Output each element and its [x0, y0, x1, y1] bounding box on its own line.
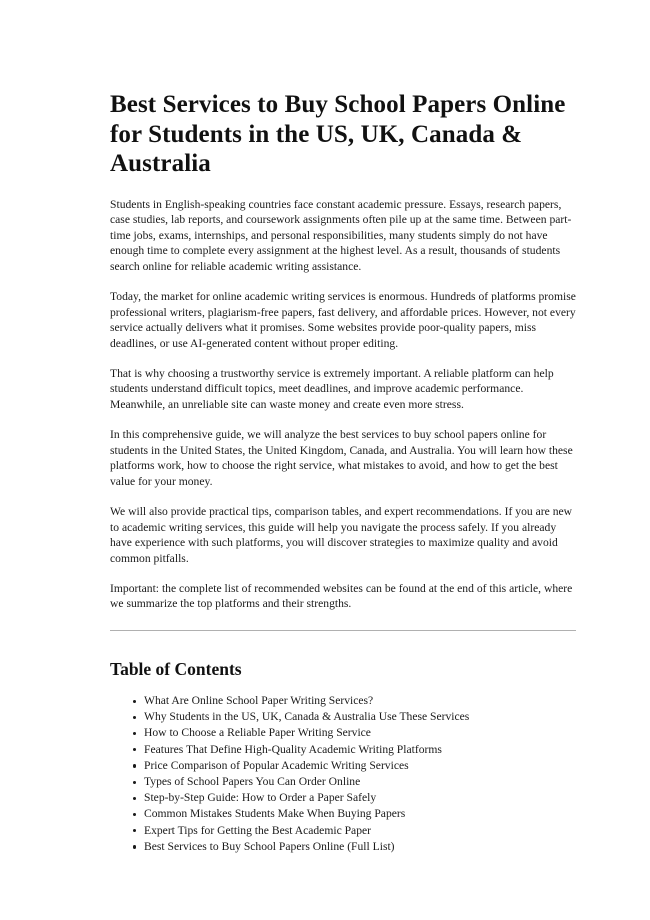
bullet-icon: [133, 829, 136, 832]
section-divider: [110, 630, 576, 631]
intro-paragraph-2: Today, the market for online academic writing services is enormous. Hundreds of platforms promise professional writers, plagiarism-free papers, fast delivery, and affordable prices. However, not every service actually delivers what it promises. Some websites provide poor-quality papers, miss deadlines, or use AI-generated content without proper editing.: [110, 289, 576, 350]
list-item[interactable]: [133, 693, 576, 709]
bullet-icon: [133, 700, 136, 703]
toc-item-label: Why Students in the US, UK, Canada & Australia Use These Services: [144, 710, 470, 724]
bullet-icon: [133, 716, 136, 719]
bullet-icon: [133, 813, 136, 816]
toc-item-label: Features That Define High-Quality Academic Writing Platforms: [144, 742, 442, 756]
list-item[interactable]: [133, 839, 576, 855]
toc-item-label: Step-by-Step Guide: How to Order a Paper Safely: [144, 791, 377, 805]
list-item[interactable]: [133, 823, 576, 839]
intro-paragraph-1: Students in English-speaking countries face constant academic pressure. Essays, research papers, case studies, lab reports, and coursework assignments often pile up at the same time. Between part-time jobs, exams, internships, and personal responsibilities, many students simply do not have enough time to complete every assignment at the highest level. As a result, thousands of students search online for reliable academic writing assistance.: [110, 197, 572, 273]
bullet-icon: [133, 764, 136, 767]
page-title: Best Services to Buy School Papers Online for Students in the US, UK, Canada & Australia: [110, 91, 566, 177]
list-item[interactable]: [133, 774, 576, 790]
intro-paragraph-3: That is why choosing a trustworthy service is extremely important. A reliable platform can help students understand difficult topics, meet deadlines, and improve academic performance. Meanwhile, an unreliable site can waste money and create even more stress.: [110, 366, 554, 412]
toc-item-label: Best Services to Buy School Papers Online (Full List): [144, 839, 395, 853]
list-item[interactable]: [133, 725, 576, 741]
bullet-icon: [133, 781, 136, 784]
table-of-contents-list: [110, 693, 576, 855]
list-item[interactable]: [133, 790, 576, 806]
toc-item-label: Common Mistakes Students Make When Buying Papers: [144, 807, 406, 821]
list-item[interactable]: [133, 709, 576, 725]
toc-item-label: Price Comparison of Popular Academic Writing Services: [144, 758, 409, 772]
intro-paragraph-4: In this comprehensive guide, we will analyze the best services to buy school papers online for students in the United States, the United Kingdom, Canada, and Australia. You will learn how these platforms work, how to choose the right service, what mistakes to avoid, and how to get the best value for your money.: [110, 428, 573, 488]
table-of-contents-heading: Table of Contents: [110, 659, 242, 680]
list-item[interactable]: [133, 806, 576, 822]
document-content: [110, 90, 576, 855]
intro-paragraph-6-important-note: Important: the complete list of recommended websites can be found at the end of this article, where we summarize the top platforms and their strengths.: [110, 581, 573, 611]
bullet-icon: [133, 732, 136, 735]
toc-item-label: Types of School Papers You Can Order Online: [144, 775, 361, 789]
bullet-icon: [133, 748, 136, 751]
bullet-icon: [133, 845, 136, 848]
list-item[interactable]: [133, 758, 576, 774]
toc-item-label: Expert Tips for Getting the Best Academic Paper: [144, 823, 372, 837]
toc-item-label: What Are Online School Paper Writing Services?: [144, 694, 374, 708]
list-item[interactable]: [133, 742, 576, 758]
intro-paragraph-5: We will also provide practical tips, comparison tables, and expert recommendations. If you are new to academic writing services, this guide will help you navigate the process safely. If you already have experience with such platforms, you will discover strategies to maximize quality and avoid common pitfalls.: [110, 505, 573, 565]
toc-item-label: How to Choose a Reliable Paper Writing Service: [144, 726, 371, 740]
bullet-icon: [133, 797, 136, 800]
